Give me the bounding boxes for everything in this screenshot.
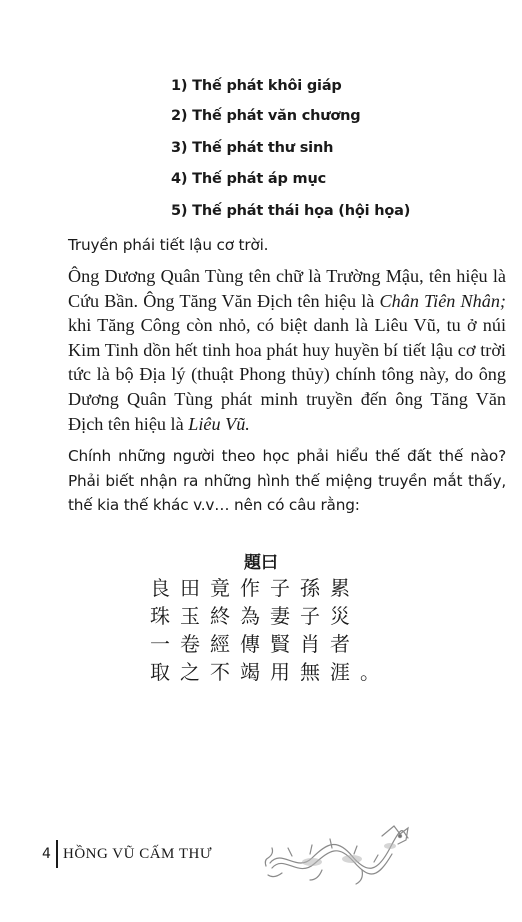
- paragraph-instruction: Chính những người theo học phải hiểu thế đất thế nào? Phải biết nhận ra những hình thế miệng truyền mắt thấy, thế kia thế khác v.v… nên có câu rằng:: [68, 447, 506, 515]
- paragraph-text: khi Tăng Công còn nhỏ, có biệt danh là Liêu Vũ, tu ở núi Kim Tinh dồn hết tinh hoa phát huy huyền bí tiết lậu cơ trời tức là bộ Địa lý (thuật Phong thủy) chính tông này, do ông Dương Quân Tùng phát minh truyền đến ông Tăng Văn Địch tên hiệu là: [68, 315, 506, 434]
- running-title: HỒNG VŨ CẤM THƯ: [63, 846, 213, 862]
- list-item: 4) Thế phát áp mục: [171, 171, 326, 187]
- italic-name: Chân Tiên Nhân;: [379, 290, 506, 311]
- poem-title: 題曰: [244, 553, 278, 573]
- paragraph-transmission: Truyền phái tiết lậu cơ trời.: [68, 236, 269, 254]
- italic-name: Liêu Vũ.: [188, 413, 250, 434]
- poem-line: 良田竟作子孫累: [150, 576, 360, 600]
- poem-line: 珠玉終為妻子災: [150, 604, 360, 628]
- list-item: 2) Thế phát văn chương: [171, 108, 361, 124]
- page-number: 4: [42, 846, 51, 862]
- poem-line: 取之不竭用無涯。: [150, 660, 390, 684]
- paragraph-history: [68, 264, 506, 436]
- poem-line: 一卷經傳賢肖者: [150, 632, 360, 656]
- list-item: 5) Thế phát thái họa (hội họa): [171, 203, 411, 219]
- list-item: 3) Thế phát thư sinh: [171, 140, 334, 156]
- paragraph-text: Ông Dương Quân Tùng tên chữ là Trường Mậu, tên hiệu là Cứu Bần. Ông Tăng Văn Địch tên hiệu là: [68, 266, 506, 311]
- dragon-ornament-icon: [262, 818, 412, 888]
- list-item: 1) Thế phát khôi giáp: [171, 78, 342, 94]
- footer-divider: [56, 840, 58, 868]
